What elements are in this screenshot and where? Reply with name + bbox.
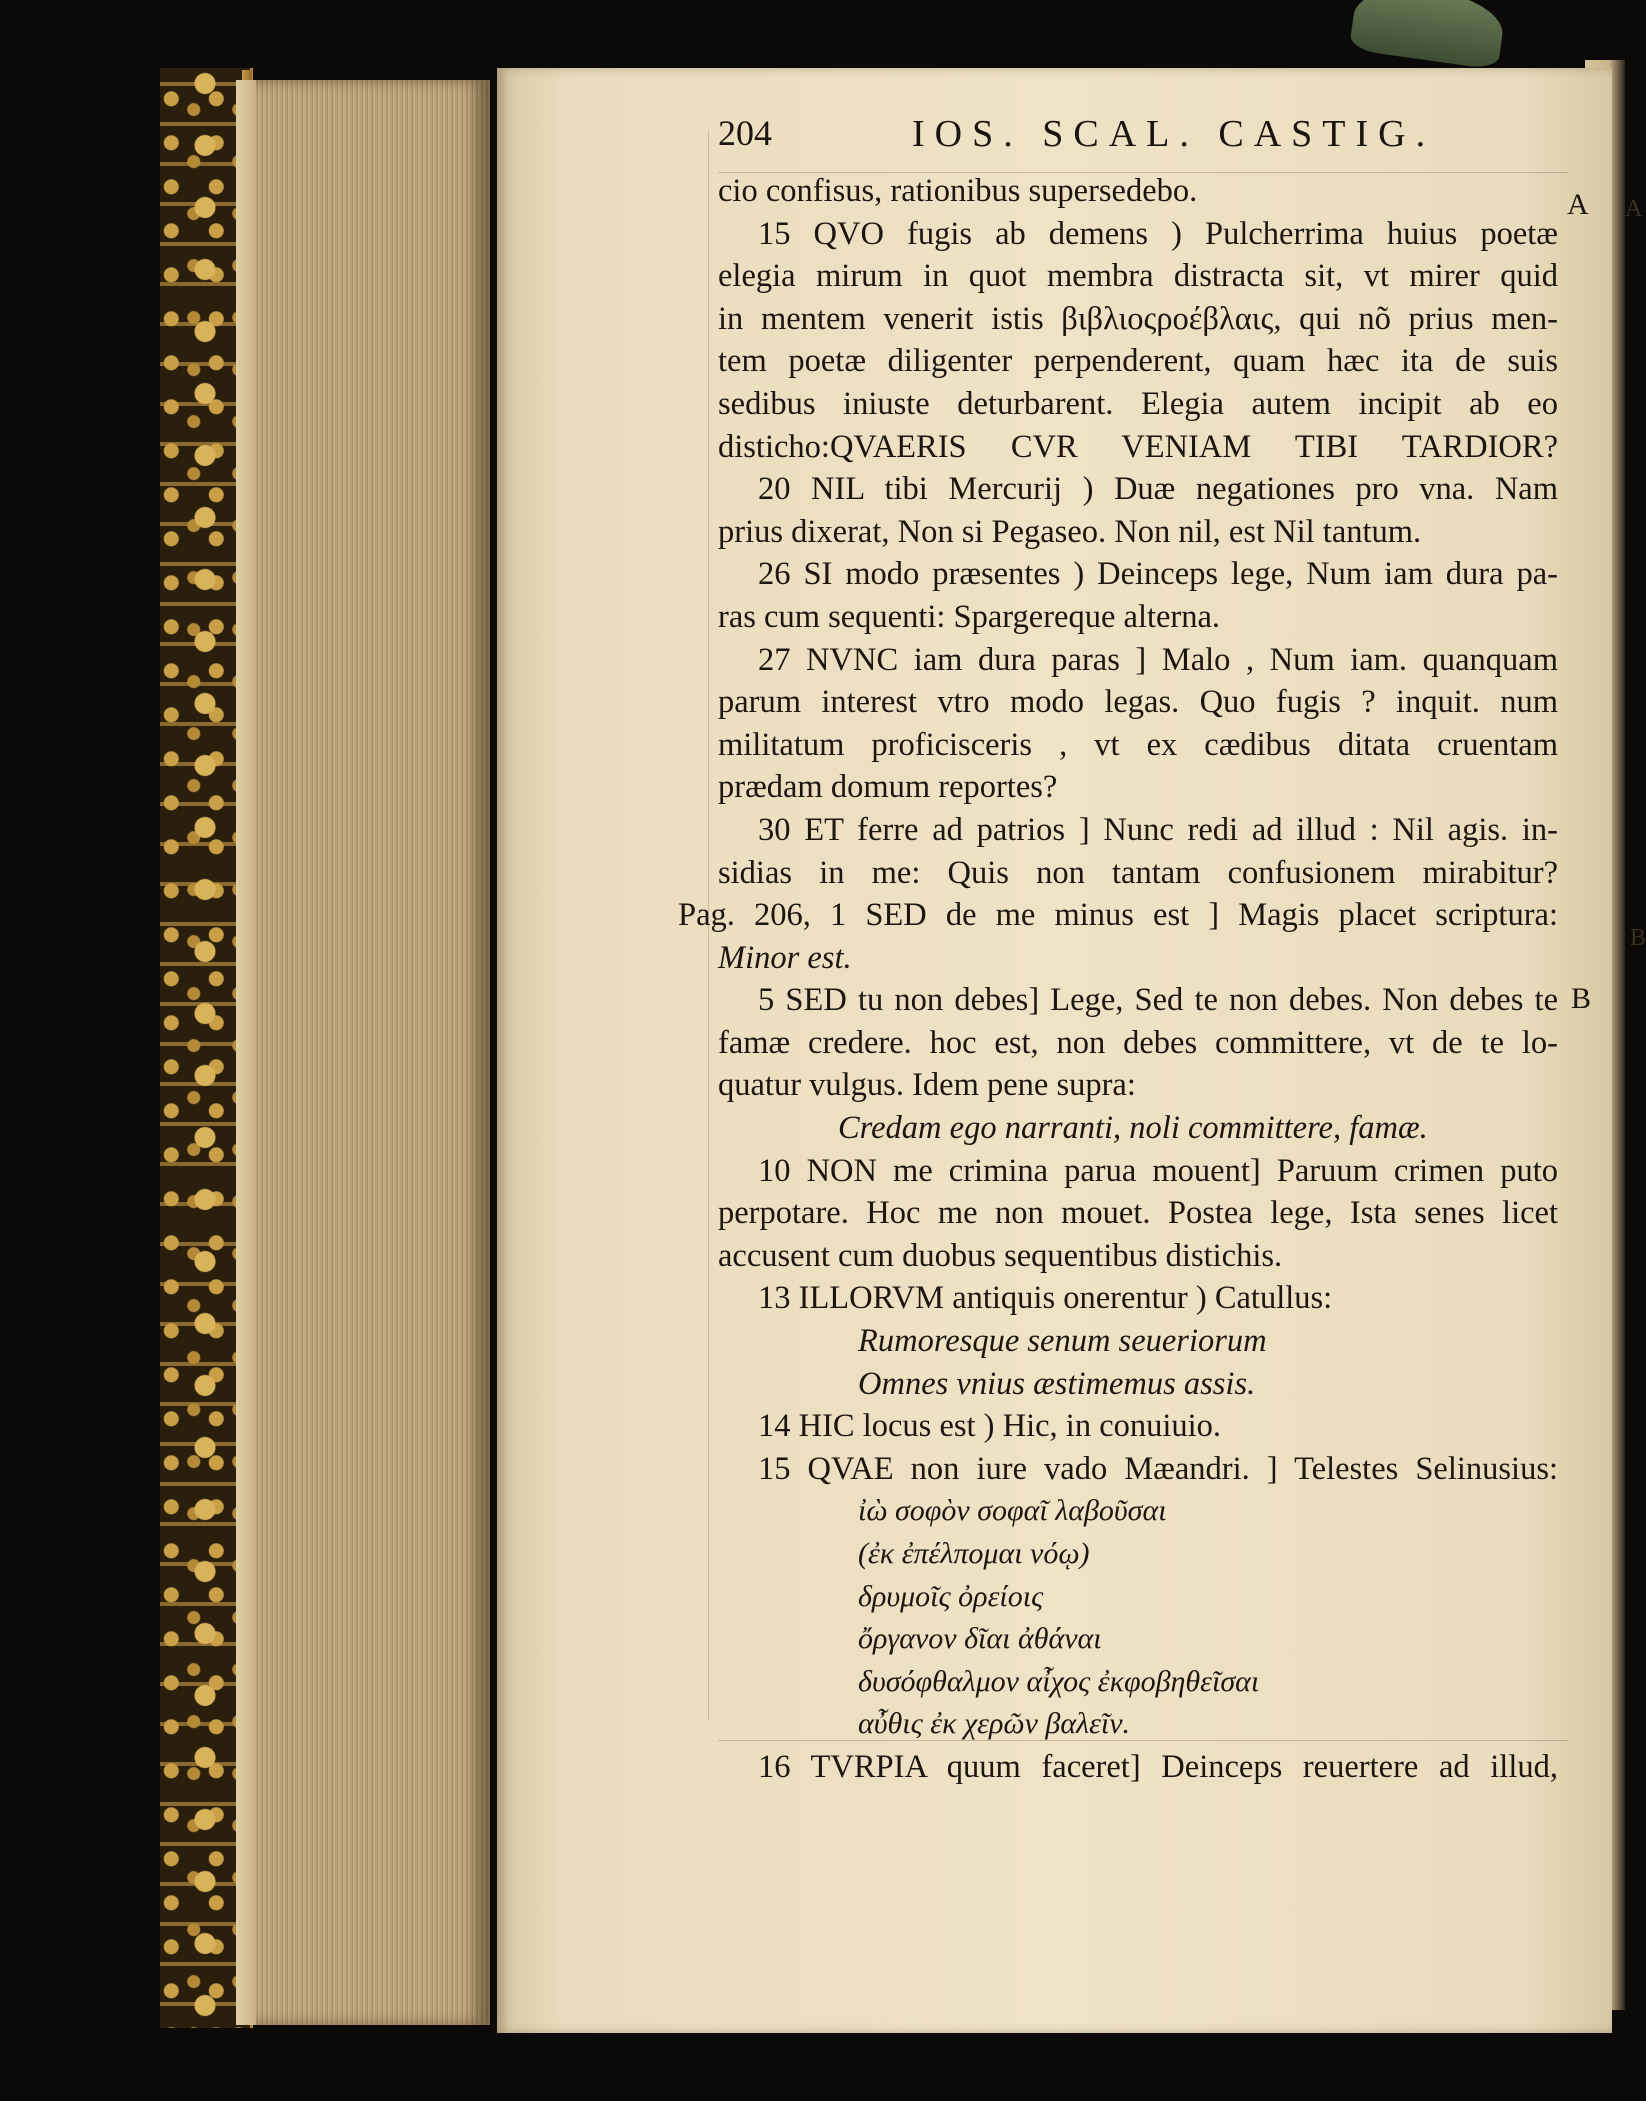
greek-verse-line: δυσόφθαλμον αἶχος ἐκφοβηθεῖσαι (858, 1664, 1260, 1698)
text-line: 20 NIL tibi Mercurij ) Duæ negationes pro vna. Nam (758, 471, 1558, 508)
page-block-shade (236, 80, 256, 2025)
text-line: 27 NVNC iam dura paras ] Malo , Num iam. quanquam (758, 641, 1558, 678)
margin-letter-b: B (1571, 982, 1592, 1015)
text-line: accusent cum duobus sequentibus distichis. (718, 1237, 1283, 1274)
text-line: prius dixerat, Non si Pegaseo. Non nil, est Nil tantum. (718, 513, 1422, 550)
page-block-edge (250, 80, 490, 2025)
quoted-verse-line: Rumoresque senum seueriorum (858, 1323, 1267, 1360)
running-head: IOS. SCAL. CASTIG. (912, 113, 1436, 155)
text-line: 15 QVO fugis ab demens ) Pulcherrima huius poetæ (758, 215, 1558, 252)
greek-verse-line: ὄργανον δῖαι ἀθάναι (858, 1622, 1102, 1656)
text-line: sidias in me: Quis non tantam confusionem mirabitur? (718, 854, 1558, 891)
text-line: 30 ET ferre ad patrios ] Nunc redi ad illud : Nil agis. in- (758, 811, 1558, 848)
page-body (678, 170, 1558, 1789)
text-line: 16 TVRPIA quum faceret] Deinceps reuertere ad illud, (758, 1748, 1558, 1785)
text-line: elegia mirum in quot membra distracta sit, vt mirer quid (718, 258, 1558, 295)
text-line: 26 SI modo præsentes ) Deinceps lege, Num iam dura pa- (758, 556, 1558, 593)
text-line: 15 QVAE non iure vado Mæandri. ] Telestes Selinusius: (758, 1450, 1558, 1487)
greek-verse-line: ἰὼ σοφὸν σοφαῖ λαβοῦσαι (858, 1494, 1167, 1528)
margin-letter-a: A (1567, 188, 1589, 221)
greek-verse-line: αὖθις ἐκ χερῶν βαλεῖν. (858, 1707, 1131, 1741)
text-line: Pag. 206, 1 SED de me minus est ] Magis placet scriptura: (678, 897, 1558, 934)
text-line: perpotare. Hoc me non mouet. Postea lege, Ista senes licet (718, 1195, 1558, 1232)
text-line: 13 ILLORVM antiquis onerentur ) Catullus: (758, 1280, 1333, 1317)
text-line: 14 HIC locus est ) Hic, in conuiuio. (758, 1408, 1222, 1445)
text-line: tem poetæ diligenter perpenderent, quam hæc ita de suis (718, 343, 1558, 380)
page-number: 204 (718, 113, 772, 153)
text-line: famæ credere. hoc est, non debes committere, vt de te lo- (718, 1024, 1558, 1061)
greek-verse-line: δρυμοῖς ὀρείοις (858, 1579, 1044, 1613)
facing-letter-b: B (1630, 925, 1646, 951)
text-line: sedibus iniuste deturbarent. Elegia autem incipit ab eo (718, 385, 1558, 422)
text-line: in mentem venerit istis βιβλιοςροέβλαις, qui nõ prius men- (718, 300, 1558, 337)
text-line: 5 SED tu non debes] Lege, Sed te non debes. Non debes te (758, 982, 1558, 1019)
text-line: cio confisus, rationibus supersedebo. (718, 173, 1198, 209)
quoted-verse-line: Credam ego narranti, noli committere, famæ. (838, 1110, 1428, 1147)
facing-letter-a: A (1625, 196, 1643, 222)
text-line: distichο:QVAERIS CVR VENIAM TIBI TARDIOR? (718, 428, 1558, 465)
greek-verse-line: (ἐκ ἐπέλπομαι νόῳ) (858, 1537, 1090, 1570)
text-line: quatur vulgus. Idem pene supra: (718, 1067, 1136, 1104)
text-line: ras cum sequenti: Spargereque alterna. (718, 598, 1221, 635)
text-line: militatum proficisceris , vt ex cædibus ditata cruentam (718, 726, 1558, 763)
text-line: parum interest vtro modo legas. Quo fugis ? inquit. num (718, 684, 1558, 721)
text-line: 10 NON me crimina parua mouent] Paruum crimen puto (758, 1152, 1558, 1189)
text-line: Minor est. (718, 939, 852, 976)
text-line: prædam domum reportes? (718, 769, 1058, 806)
page-header (718, 112, 1568, 164)
bookmark-ribbon (1349, 0, 1507, 70)
quoted-verse-line: Omnes vnius æstimemus assis. (858, 1365, 1256, 1402)
